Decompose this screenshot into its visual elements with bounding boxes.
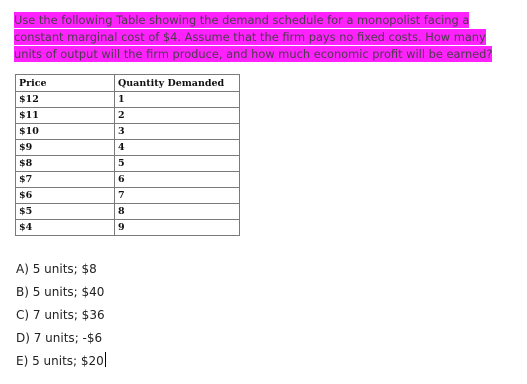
quantity-cell: 5 bbox=[115, 156, 240, 172]
price-cell: $6 bbox=[16, 188, 115, 204]
quantity-cell: 4 bbox=[115, 140, 240, 156]
question-highlight: Use the following Table showing the demand schedule for a monopolist facing a constant marginal cost of $4. Assume that the firm pays no fixed costs. How many units of output will the firm produce, and how much economic profit will be earned? bbox=[14, 13, 493, 61]
demand-schedule-table bbox=[15, 74, 240, 236]
price-cell: $10 bbox=[16, 124, 115, 140]
table-row bbox=[16, 172, 240, 188]
choice-e-label: E) 5 units; $20 bbox=[16, 354, 104, 368]
table-row bbox=[16, 124, 240, 140]
quantity-cell: 1 bbox=[115, 92, 240, 108]
choice-c[interactable] bbox=[16, 304, 106, 327]
quantity-cell: 8 bbox=[115, 204, 240, 220]
price-cell: $9 bbox=[16, 140, 115, 156]
choice-d[interactable] bbox=[16, 327, 106, 350]
choice-b-label: B) 5 units; $40 bbox=[16, 285, 105, 299]
table-header-row bbox=[16, 75, 240, 92]
quantity-column-header: Quantity Demanded bbox=[115, 75, 240, 92]
choice-a-label: A) 5 units; $8 bbox=[16, 262, 97, 276]
choice-c-label: C) 7 units; $36 bbox=[16, 308, 105, 322]
price-cell: $11 bbox=[16, 108, 115, 124]
price-cell: $8 bbox=[16, 156, 115, 172]
choice-b[interactable] bbox=[16, 281, 106, 304]
table-row bbox=[16, 140, 240, 156]
quantity-cell: 7 bbox=[115, 188, 240, 204]
price-cell: $7 bbox=[16, 172, 115, 188]
table-row bbox=[16, 92, 240, 108]
price-cell: $4 bbox=[16, 220, 115, 236]
table-row bbox=[16, 188, 240, 204]
quantity-cell: 6 bbox=[115, 172, 240, 188]
choice-e[interactable] bbox=[16, 350, 106, 373]
answer-choices bbox=[16, 258, 106, 373]
price-column-header: Price bbox=[16, 75, 115, 92]
quantity-cell: 9 bbox=[115, 220, 240, 236]
price-cell: $12 bbox=[16, 92, 115, 108]
choice-d-label: D) 7 units; -$6 bbox=[16, 331, 103, 345]
table-row bbox=[16, 204, 240, 220]
table-row bbox=[16, 108, 240, 124]
quantity-cell: 3 bbox=[115, 124, 240, 140]
price-cell: $5 bbox=[16, 204, 115, 220]
table-row bbox=[16, 156, 240, 172]
table-row bbox=[16, 220, 240, 236]
choice-a[interactable] bbox=[16, 258, 106, 281]
text-cursor bbox=[105, 352, 106, 367]
question-text bbox=[14, 12, 514, 63]
quantity-cell: 2 bbox=[115, 108, 240, 124]
